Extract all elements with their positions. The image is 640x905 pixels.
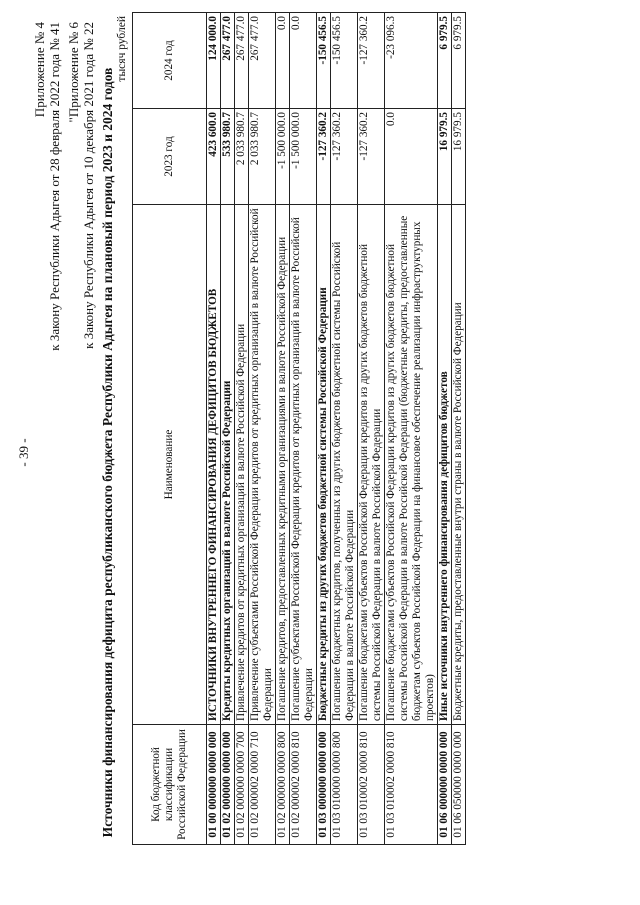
document-title: Источники финансирования дефицита республиканского бюджета Республики Адыгея на плановый период 2023 и 2024 годов bbox=[100, 67, 115, 838]
row-value-2024: 124 000.0 bbox=[207, 13, 221, 109]
table-row bbox=[207, 13, 221, 845]
table-row bbox=[221, 13, 235, 845]
row-name: Кредиты кредитных организаций в валюте Российской Федерации bbox=[221, 205, 235, 725]
row-code: 01 02 000002 0000 710 bbox=[249, 725, 276, 845]
row-value-2023: 16 979.5 bbox=[438, 109, 452, 205]
appendix-current-line1: Приложение № 4 bbox=[32, 22, 47, 118]
table-row bbox=[249, 13, 276, 845]
row-value-2023: -127 360.2 bbox=[331, 109, 358, 205]
row-name: Привлечение кредитов от кредитных организаций в валюте Российской Федерации bbox=[235, 205, 249, 725]
table-row bbox=[438, 13, 452, 845]
table-row bbox=[385, 13, 438, 845]
row-code: 01 03 010000 0000 800 bbox=[331, 725, 358, 845]
row-name: Погашение кредитов, предоставленных кредитными организациями в валюте Российской Федерации bbox=[276, 205, 290, 725]
appendix-current-line2: к Закону Республики Адыгея от 28 февраля 2022 года № 41 bbox=[47, 22, 62, 351]
row-value-2023: 533 980.7 bbox=[221, 109, 235, 205]
row-value-2023: 2 033 980.7 bbox=[235, 109, 249, 205]
row-name: Привлечение субъектами Российской Федерации кредитов от кредитных организаций в валюте Российской Федерации bbox=[249, 205, 276, 725]
table-row bbox=[331, 13, 358, 845]
row-value-2023: 0.0 bbox=[385, 109, 438, 205]
table-row bbox=[358, 13, 385, 845]
row-code: 01 00 000000 0000 000 bbox=[207, 725, 221, 845]
row-value-2024: -150 456.5 bbox=[331, 13, 358, 109]
table-row bbox=[276, 13, 290, 845]
row-value-2023: -1 500 000.0 bbox=[290, 109, 317, 205]
row-value-2024: -127 360.2 bbox=[358, 13, 385, 109]
header-code: Код бюджетной классификации Российской Федерации bbox=[133, 725, 207, 845]
row-value-2024: 6 979.5 bbox=[438, 13, 452, 109]
row-name: ИСТОЧНИКИ ВНУТРЕННЕГО ФИНАНСИРОВАНИЯ ДЕФИЦИТОВ БЮДЖЕТОВ bbox=[207, 205, 221, 725]
row-value-2023: 2 033 980.7 bbox=[249, 109, 276, 205]
header-name: Наименование bbox=[133, 205, 207, 725]
row-code: 01 06 050000 0000 000 bbox=[452, 725, 466, 845]
row-code: 01 02 000000 0000 800 bbox=[276, 725, 290, 845]
row-value-2024: -150 456.5 bbox=[317, 13, 331, 109]
table-header-row bbox=[133, 13, 207, 845]
row-value-2024: 267 477.0 bbox=[249, 13, 276, 109]
table-row bbox=[317, 13, 331, 845]
row-value-2024: 0.0 bbox=[290, 13, 317, 109]
row-name: Погашение бюджетных кредитов, полученных из других бюджетов бюджетной системы Российской Федерации в валюте Российской Федерации bbox=[331, 205, 358, 725]
appendix-original-line2: к Закону Республики Адыгея от 10 декабря 2021 года № 22 bbox=[81, 22, 96, 349]
row-name: Бюджетные кредиты, предоставленные внутри страны в валюте Российской Федерации bbox=[452, 205, 466, 725]
row-code: 01 02 000000 0000 000 bbox=[221, 725, 235, 845]
table-row bbox=[235, 13, 249, 845]
row-code: 01 03 010002 0000 810 bbox=[385, 725, 438, 845]
row-value-2023: -1 500 000.0 bbox=[276, 109, 290, 205]
row-value-2024: 6 979.5 bbox=[452, 13, 466, 109]
row-code: 01 02 000002 0000 810 bbox=[290, 725, 317, 845]
row-value-2023: 423 600.0 bbox=[207, 109, 221, 205]
table-row bbox=[452, 13, 466, 845]
row-code: 01 03 000000 0000 000 bbox=[317, 725, 331, 845]
row-name: Иные источники внутреннего финансирования дефицитов бюджетов bbox=[438, 205, 452, 725]
row-value-2024: 267 477.0 bbox=[235, 13, 249, 109]
page-number: - 39 - bbox=[16, 438, 31, 467]
header-2024: 2024 год bbox=[133, 13, 207, 109]
units-label: тысяч рублей bbox=[116, 16, 128, 82]
row-name: Погашение бюджетами субъектов Российской Федерации кредитов из других бюджетов бюджетной системы Российской Федерации в валюте Российской Федерации (бюджетные кредиты, предоставленные бюджетам субъектов Российской Федерации на финансовое обеспечение реализации инфраструктурных проектов) bbox=[385, 205, 438, 725]
row-value-2023: 16 979.5 bbox=[452, 109, 466, 205]
row-code: 01 02 000000 0000 700 bbox=[235, 725, 249, 845]
row-name: Погашение субъектами Российской Федерации кредитов от кредитных организаций в валюте Российской Федерации bbox=[290, 205, 317, 725]
appendix-original-line1: "Приложение № 6 bbox=[66, 22, 81, 123]
appendix-original bbox=[66, 22, 96, 349]
row-code: 01 06 000000 0000 000 bbox=[438, 725, 452, 845]
table-row bbox=[290, 13, 317, 845]
header-2023: 2023 год bbox=[133, 109, 207, 205]
row-code: 01 03 010002 0000 810 bbox=[358, 725, 385, 845]
financing-table bbox=[132, 12, 466, 845]
row-name: Бюджетные кредиты из других бюджетов бюджетной системы Российской Федерации bbox=[317, 205, 331, 725]
appendix-current bbox=[32, 22, 62, 351]
row-value-2024: 0.0 bbox=[276, 13, 290, 109]
row-value-2024: 267 477.0 bbox=[221, 13, 235, 109]
row-value-2023: -127 360.2 bbox=[358, 109, 385, 205]
row-value-2023: -127 360.2 bbox=[317, 109, 331, 205]
row-name: Погашение бюджетами субъектов Российской Федерации кредитов из других бюджетов бюджетной системы Российской Федерации в валюте Российской Федерации bbox=[358, 205, 385, 725]
row-value-2024: -23 096.3 bbox=[385, 13, 438, 109]
